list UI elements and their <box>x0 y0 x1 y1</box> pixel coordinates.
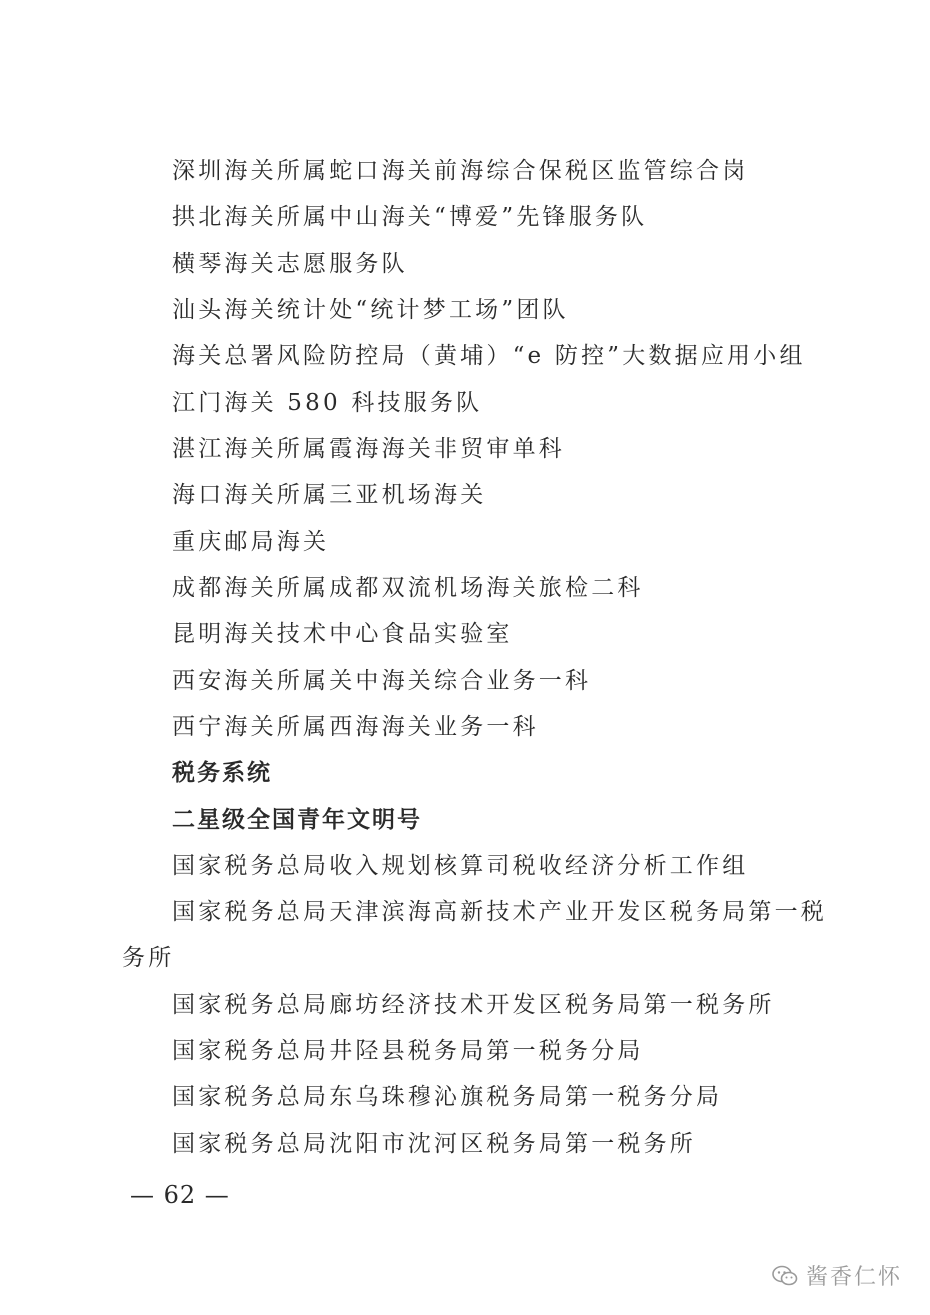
list-item: 国家税务总局沈阳市沈河区税务局第一税务所 <box>172 1131 696 1157</box>
list-item: 汕头海关统计处“统计梦工场”团队 <box>172 297 569 323</box>
wechat-icon <box>772 1265 798 1287</box>
list-item: 海口海关所属三亚机场海关 <box>172 482 487 508</box>
list-item-continuation: 务所 <box>122 945 175 971</box>
list-item: 国家税务总局天津滨海高新技术产业开发区税务局第一税 <box>172 899 827 925</box>
list-item: 西宁海关所属西海海关业务一科 <box>172 714 539 740</box>
list-item: 拱北海关所属中山海关“博爱”先锋服务队 <box>172 204 648 230</box>
list-item: 横琴海关志愿服务队 <box>172 251 408 277</box>
section-title: 税务系统 <box>172 760 272 786</box>
list-item: 湛江海关所属霞海海关非贸审单科 <box>172 436 565 462</box>
list-item: 西安海关所属关中海关综合业务一科 <box>172 668 592 694</box>
list-item: 江门海关 580 科技服务队 <box>172 390 483 416</box>
list-item: 国家税务总局廊坊经济技术开发区税务局第一税务所 <box>172 992 775 1018</box>
subsection-title: 二星级全国青年文明号 <box>172 807 422 833</box>
list-item: 海关总署风险防控局（黄埔）“e 防控”大数据应用小组 <box>172 343 806 369</box>
watermark-text: 酱香仁怀 <box>806 1265 903 1290</box>
watermark <box>772 1260 902 1291</box>
list-item: 重庆邮局海关 <box>172 529 330 555</box>
list-item: 深圳海关所属蛇口海关前海综合保税区监管综合岗 <box>172 158 749 184</box>
list-item: 昆明海关技术中心食品实验室 <box>172 621 513 647</box>
list-item: 国家税务总局东乌珠穆沁旗税务局第一税务分局 <box>172 1084 723 1110</box>
list-item: 国家税务总局收入规划核算司税收经济分析工作组 <box>172 853 749 879</box>
list-item: 国家税务总局井陉县税务局第一税务分局 <box>172 1038 644 1064</box>
page-number: — 62 — <box>130 1181 230 1209</box>
list-item: 成都海关所属成都双流机场海关旅检二科 <box>172 575 644 601</box>
